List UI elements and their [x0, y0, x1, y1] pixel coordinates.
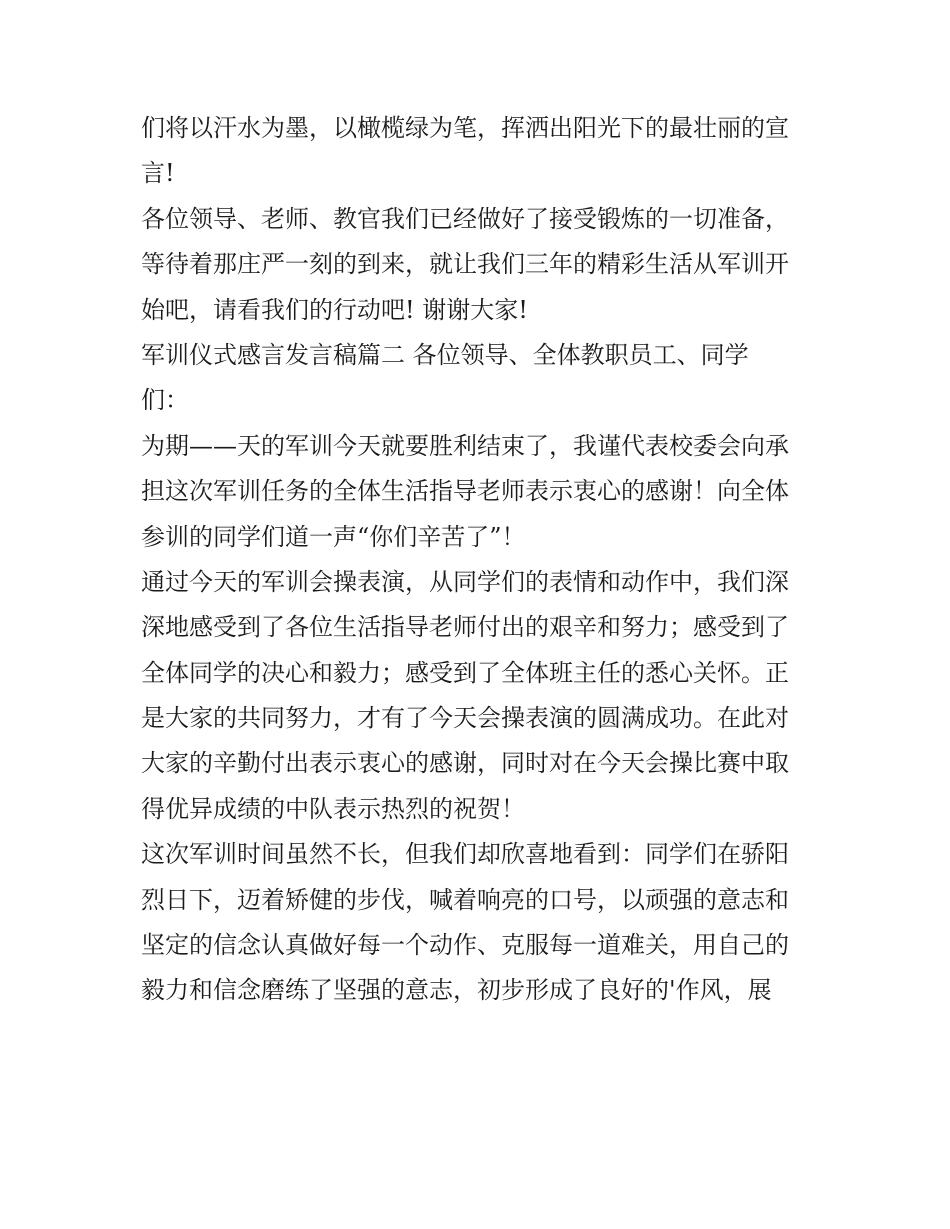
document-body [141, 106, 821, 1014]
text-line: 始吧，请看我们的行动吧! 谢谢大家! [141, 295, 528, 324]
text-line: 得优异成绩的中队表示热烈的祝贺！ [141, 794, 525, 823]
text-line: 各位领导、老师、教官我们已经做好了接受锻炼的一切准备， [141, 204, 789, 233]
text-line: 烈日下，迈着矫健的步伐，喊着响亮的口号，以顽强的意志和 [141, 885, 789, 914]
text-line: 们将以汗水为墨，以橄榄绿为笔，挥洒出阳光下的最壮丽的宣 [141, 114, 789, 142]
text-line: 言! [141, 159, 175, 188]
text-line: 们： [141, 386, 189, 415]
text-line: 毅力和信念磨练了坚强的意志，初步形成了良好的'作风，展 [141, 976, 772, 1005]
text-line: 坚定的信念认真做好每一个动作、克服每一道难关，用自己的 [141, 931, 789, 960]
text-line: 通过今天的军训会操表演，从同学们的表情和动作中，我们深 [141, 567, 789, 596]
text-line: 等待着那庄严一刻的到来，就让我们三年的精彩生活从军训开 [141, 250, 789, 279]
text-line: 军训仪式感言发言稿篇二 各位领导、全体教职员工、同学 [141, 340, 749, 369]
text-line: 为期——天的军训今天就要胜利结束了，我谨代表校委会向承 [141, 431, 789, 460]
text-line: 参训的同学们道一声“你们辛苦了”！ [141, 522, 526, 551]
text-line: 是大家的共同努力，才有了今天会操表演的圆满成功。在此对 [141, 704, 789, 733]
text-line: 深地感受到了各位生活指导老师付出的艰辛和努力；感受到了 [141, 613, 789, 642]
text-line: 大家的辛勤付出表示衷心的感谢，同时对在今天会操比赛中取 [141, 749, 789, 778]
text-line: 担这次军训任务的全体生活指导老师表示衷心的感谢！向全体 [141, 477, 789, 506]
text-line: 这次军训时间虽然不长，但我们却欣喜地看到：同学们在骄阳 [141, 840, 789, 869]
text-line: 全体同学的决心和毅力；感受到了全体班主任的悉心关怀。正 [141, 658, 789, 687]
